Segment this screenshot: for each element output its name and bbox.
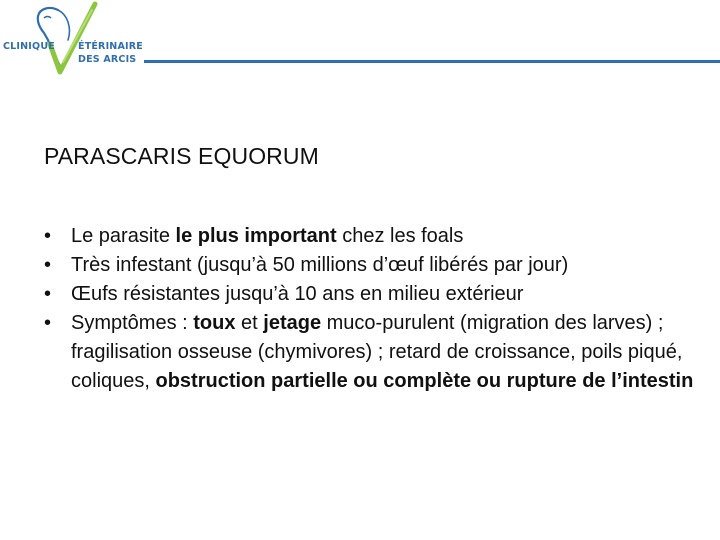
slide-title: PARASCARIS EQUORUM [44,143,319,169]
logo-word-des-arcis: DES ARCIS [78,54,137,65]
bullet-text: muco-purulent (migration des larves) ; fragilisation osseuse (chymivores) ; retard de croissance, poils piqué, coliques, [71,312,683,392]
bullet-text: Le parasite [71,225,176,247]
bullet-bold-text: le plus important [175,225,337,247]
bullet-text: chez les foals [336,225,464,247]
bullet-bold-text: jetage [263,312,322,334]
bullet-item [44,251,694,280]
logo-word-veterinaire: ÉTÉRINAIRE [78,41,143,52]
bullet-item [44,309,694,396]
logo-word-clinique: CLINIQUE [3,41,55,52]
bullet-text: Symptômes : [71,312,194,334]
bullet-list [44,222,694,396]
bullet-text: Œufs résistantes jusqu’à 10 ans en milieu extérieur [71,283,524,305]
header-divider [144,60,720,63]
bullet-bold-text: obstruction partielle ou complète ou rupture de l’intestin [155,370,694,392]
bullet-text: et [235,312,264,334]
bullet-item [44,280,694,309]
header [0,0,720,90]
bullet-text: Très infestant (jusqu’à 50 millions d’œuf libérés par jour) [71,254,569,276]
bullet-bold-text: toux [193,312,236,334]
bullet-item [44,222,694,251]
